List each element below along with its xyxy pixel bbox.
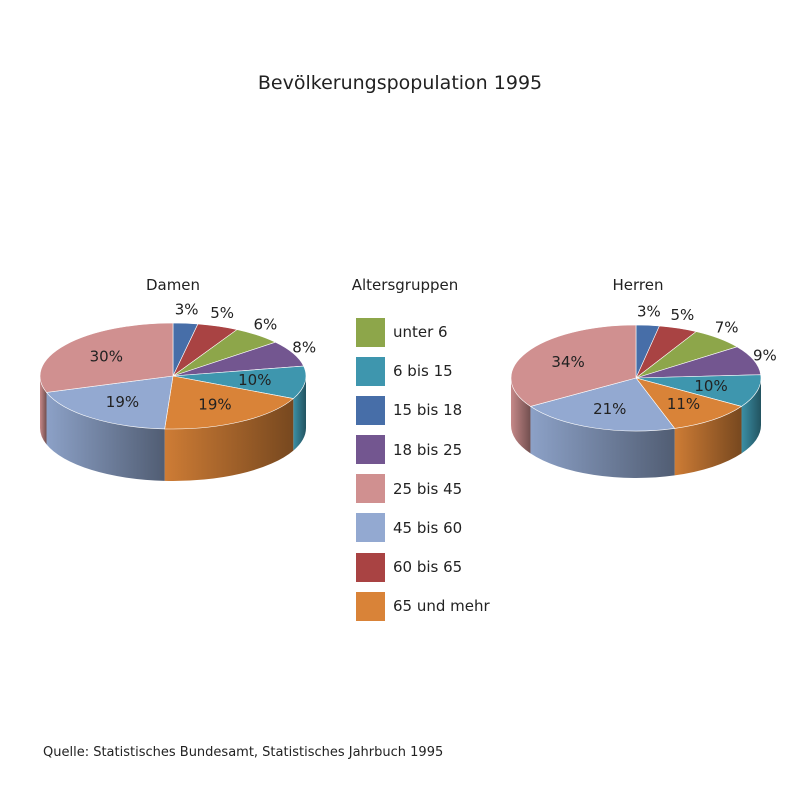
legend-item: [356, 513, 490, 543]
data-label: 34%: [551, 353, 585, 372]
data-label: 5%: [670, 305, 695, 324]
legend-label: 25 bis 45: [393, 479, 463, 498]
pie-damen: [40, 300, 316, 481]
legend-item: [356, 435, 490, 465]
legend-label: 60 bis 65: [393, 558, 463, 577]
data-label: 11%: [666, 394, 701, 413]
data-label: 19%: [105, 392, 140, 411]
data-label: 21%: [593, 399, 627, 418]
data-label: 30%: [89, 347, 123, 366]
legend-label: 6 bis 15: [393, 362, 453, 381]
legend-label: unter 6: [393, 323, 448, 341]
legend-swatch: [356, 357, 385, 386]
legend-swatch: [356, 553, 385, 582]
pie-title-herren: Herren: [612, 276, 664, 294]
legend-swatch: [356, 513, 385, 542]
legend-title: Altersgruppen: [351, 276, 459, 294]
legend-label: 18 bis 25: [393, 440, 463, 459]
data-label: 3%: [174, 300, 199, 319]
legend-label: 45 bis 60: [393, 518, 463, 537]
data-label: 10%: [694, 377, 728, 396]
legend-item: [356, 591, 490, 621]
chart-title: Bevölkerungspopulation 1995: [257, 72, 543, 94]
data-label: 8%: [292, 338, 317, 357]
data-label: 10%: [238, 371, 272, 390]
legend-label: 15 bis 18: [393, 401, 463, 420]
data-label: 5%: [210, 303, 235, 322]
data-label: 19%: [198, 395, 232, 414]
legend-item: [356, 552, 490, 582]
legend-item: [356, 356, 490, 386]
pie-herren: [511, 302, 777, 478]
data-label: 9%: [753, 346, 777, 365]
legend-label: 65 und mehr: [393, 597, 490, 616]
data-label: 3%: [636, 302, 661, 321]
legend: [356, 317, 490, 631]
legend-swatch: [356, 474, 385, 503]
legend-swatch: [356, 592, 385, 621]
data-label: 7%: [714, 318, 739, 337]
legend-swatch: [356, 396, 385, 425]
source-note: Quelle: Statistisches Bundesamt, Statistisches Jahrbuch 1995: [43, 745, 444, 760]
legend-item: [356, 395, 490, 425]
legend-item: [356, 317, 490, 347]
legend-swatch: [356, 435, 385, 464]
legend-item: [356, 474, 490, 504]
pie-title-damen: Damen: [145, 276, 201, 294]
legend-swatch: [356, 318, 385, 347]
data-label: 6%: [253, 315, 278, 334]
